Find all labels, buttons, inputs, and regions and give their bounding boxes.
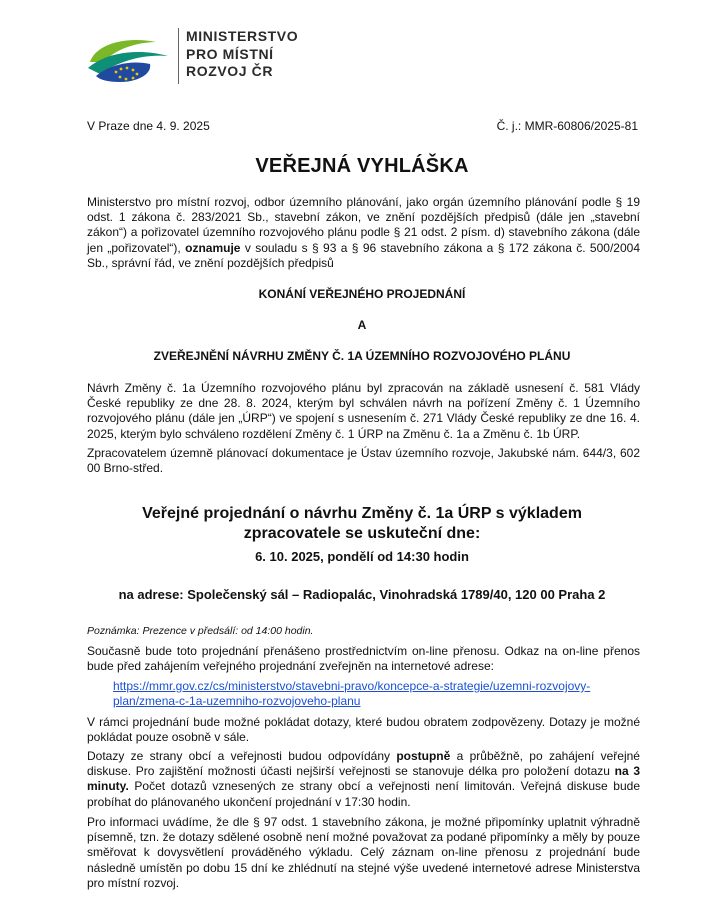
ministry-name-line-1: MINISTERSTVO bbox=[186, 28, 299, 44]
info-paragraph: Pro informaci uvádíme, že dle § 97 odst. 1 stavebního zákona, je možné připomínky uplatnit výhradně písemně, tzn. že dotazy sdělené osobně není možné považovat za podané připomínky a měly by pouze směřovat k dovysvětlení prováděného výkladu. Celý záznam on-line přenosu z projednání bude následně umístěn po dobu 15 dní ke zhlédnutí na stejné výše uvedené internetové adrese Ministerstva pro místní rozvoj. bbox=[87, 815, 640, 890]
draft-paragraph: Návrh Změny č. 1a Územního rozvojového plánu byl zpracován na základě usnesení č. 581 Vlády České republiky ze dne 28. 8. 2024, kterým byl schválen návrh na pořízení Změny č. 1 Územního rozvojového plánu (dále jen „ÚRP“) ve spojení s usnesením č. 271 Vlády České republiky ze dne 16. 4. 2025, kterým bylo schváleno rozdělení Změny č. 1 ÚRP na Změnu č. 1a a Změnu č. 1b ÚRP. bbox=[87, 381, 640, 441]
place-date: V Praze dne 4. 9. 2025 bbox=[87, 119, 210, 133]
meeting-heading-line-2: zpracovatele se uskuteční dne: bbox=[243, 525, 481, 542]
heading-public-hearing: KONÁNÍ VEŘEJNÉHO PROJEDNÁNÍ bbox=[258, 287, 466, 301]
order-bold-duration: na 3 minuty. bbox=[87, 764, 641, 794]
heading-publication: ZVEŘEJNĚNÍ NÁVRHU ZMĚNY Č. 1A ÚZEMNÍHO ROZVOJOVÉHO PLÁNU bbox=[153, 349, 571, 363]
meeting-datetime: 6. 10. 2025, pondělí od 14:30 hodin bbox=[255, 549, 469, 564]
stream-paragraph: Současně bude toto projednání přenášeno prostřednictvím on-line přenosu. Odkaz na on-line přenos bude před zahájením veřejného projednání zveřejněn na internetové adrese: bbox=[87, 644, 640, 674]
logo-divider bbox=[178, 28, 179, 84]
intro-bold-announces: oznamuje bbox=[185, 240, 241, 255]
ministry-name-line-2: PRO MÍSTNÍ bbox=[186, 45, 274, 62]
ministry-name-line-3: ROZVOJ ČR bbox=[186, 63, 274, 79]
meeting-address: na adrese: Společenský sál – Radiopalác, Vinohradská 1789/40, 120 00 Praha 2 bbox=[118, 587, 606, 602]
ministry-emblem-icon bbox=[86, 32, 170, 82]
document-title: VEŘEJNÁ VYHLÁŠKA bbox=[255, 155, 469, 177]
order-bold-gradually: postupně bbox=[396, 749, 451, 763]
intro-text-a: Ministerstvo pro místní rozvoj, odbor územního plánování, jako orgán územního plánování podle § 19 odst. 1 zákona č. 283/2021 Sb., stavební zákon, ve znění pozdějších předpisů (dále jen „stavební zákon“) a pořizovatel územního rozvojového plánu podle § 21 odst. 2 písm. d) stavebního zákona (dále jen „pořizovatel“), bbox=[87, 195, 640, 255]
order-paragraph bbox=[87, 749, 640, 810]
reference-number: Č. j.: MMR-60806/2025-81 bbox=[496, 119, 638, 133]
stream-link-line-1[interactable]: https://mmr.gov.cz/cs/ministerstvo/stavebni-pravo/koncepce-a-strategie/uzemni-rozvojovy- bbox=[113, 679, 591, 693]
processor-paragraph: Zpracovatelem územně plánovací dokumentace je Ústav územního rozvoje, Jakubské nám. 644/3, 602 00 Brno-střed. bbox=[87, 446, 640, 476]
stream-link[interactable] bbox=[113, 679, 633, 709]
order-text-c: a průběžně, po zahájení veřejné diskuse. Pro zajištění možnosti účasti nejširší veřejnosti se stanovuje délka pro položení dotazu bbox=[87, 749, 640, 779]
questions-paragraph: V rámci projednání bude možné pokládat dotazy, které budou obratem zodpovězeny. Dotazy je možné pokládat pouze osobně v sále. bbox=[87, 715, 640, 745]
stream-link-line-2[interactable]: plan/zmena-c-1a-uzemniho-rozvojoveho-planu bbox=[113, 694, 361, 708]
intro-text-b: v souladu s § 93 a § 96 stavebního zákona a § 172 zákona č. 500/2004 Sb., správní řád, ve znění pozdějších předpisů bbox=[87, 240, 640, 270]
order-text-e: Počet dotazů vznesených ze strany obcí a veřejnosti není limitován. Veřejná diskuse bude probíhat do plánovaného ukončení projednání v 17:30 hodin. bbox=[87, 779, 640, 809]
attendance-note: Poznámka: Prezence v předsálí: od 14:00 hodin. bbox=[87, 625, 314, 637]
heading-and: A bbox=[357, 318, 367, 332]
order-text-a: Dotazy ze strany obcí a veřejnosti budou odpovídány bbox=[87, 749, 397, 763]
intro-paragraph bbox=[87, 195, 640, 271]
ministry-logo bbox=[86, 28, 326, 86]
meeting-heading-line-1: Veřejné projednání o návrhu Změny č. 1a ÚRP s výkladem bbox=[142, 505, 582, 522]
ministry-name bbox=[186, 28, 298, 81]
